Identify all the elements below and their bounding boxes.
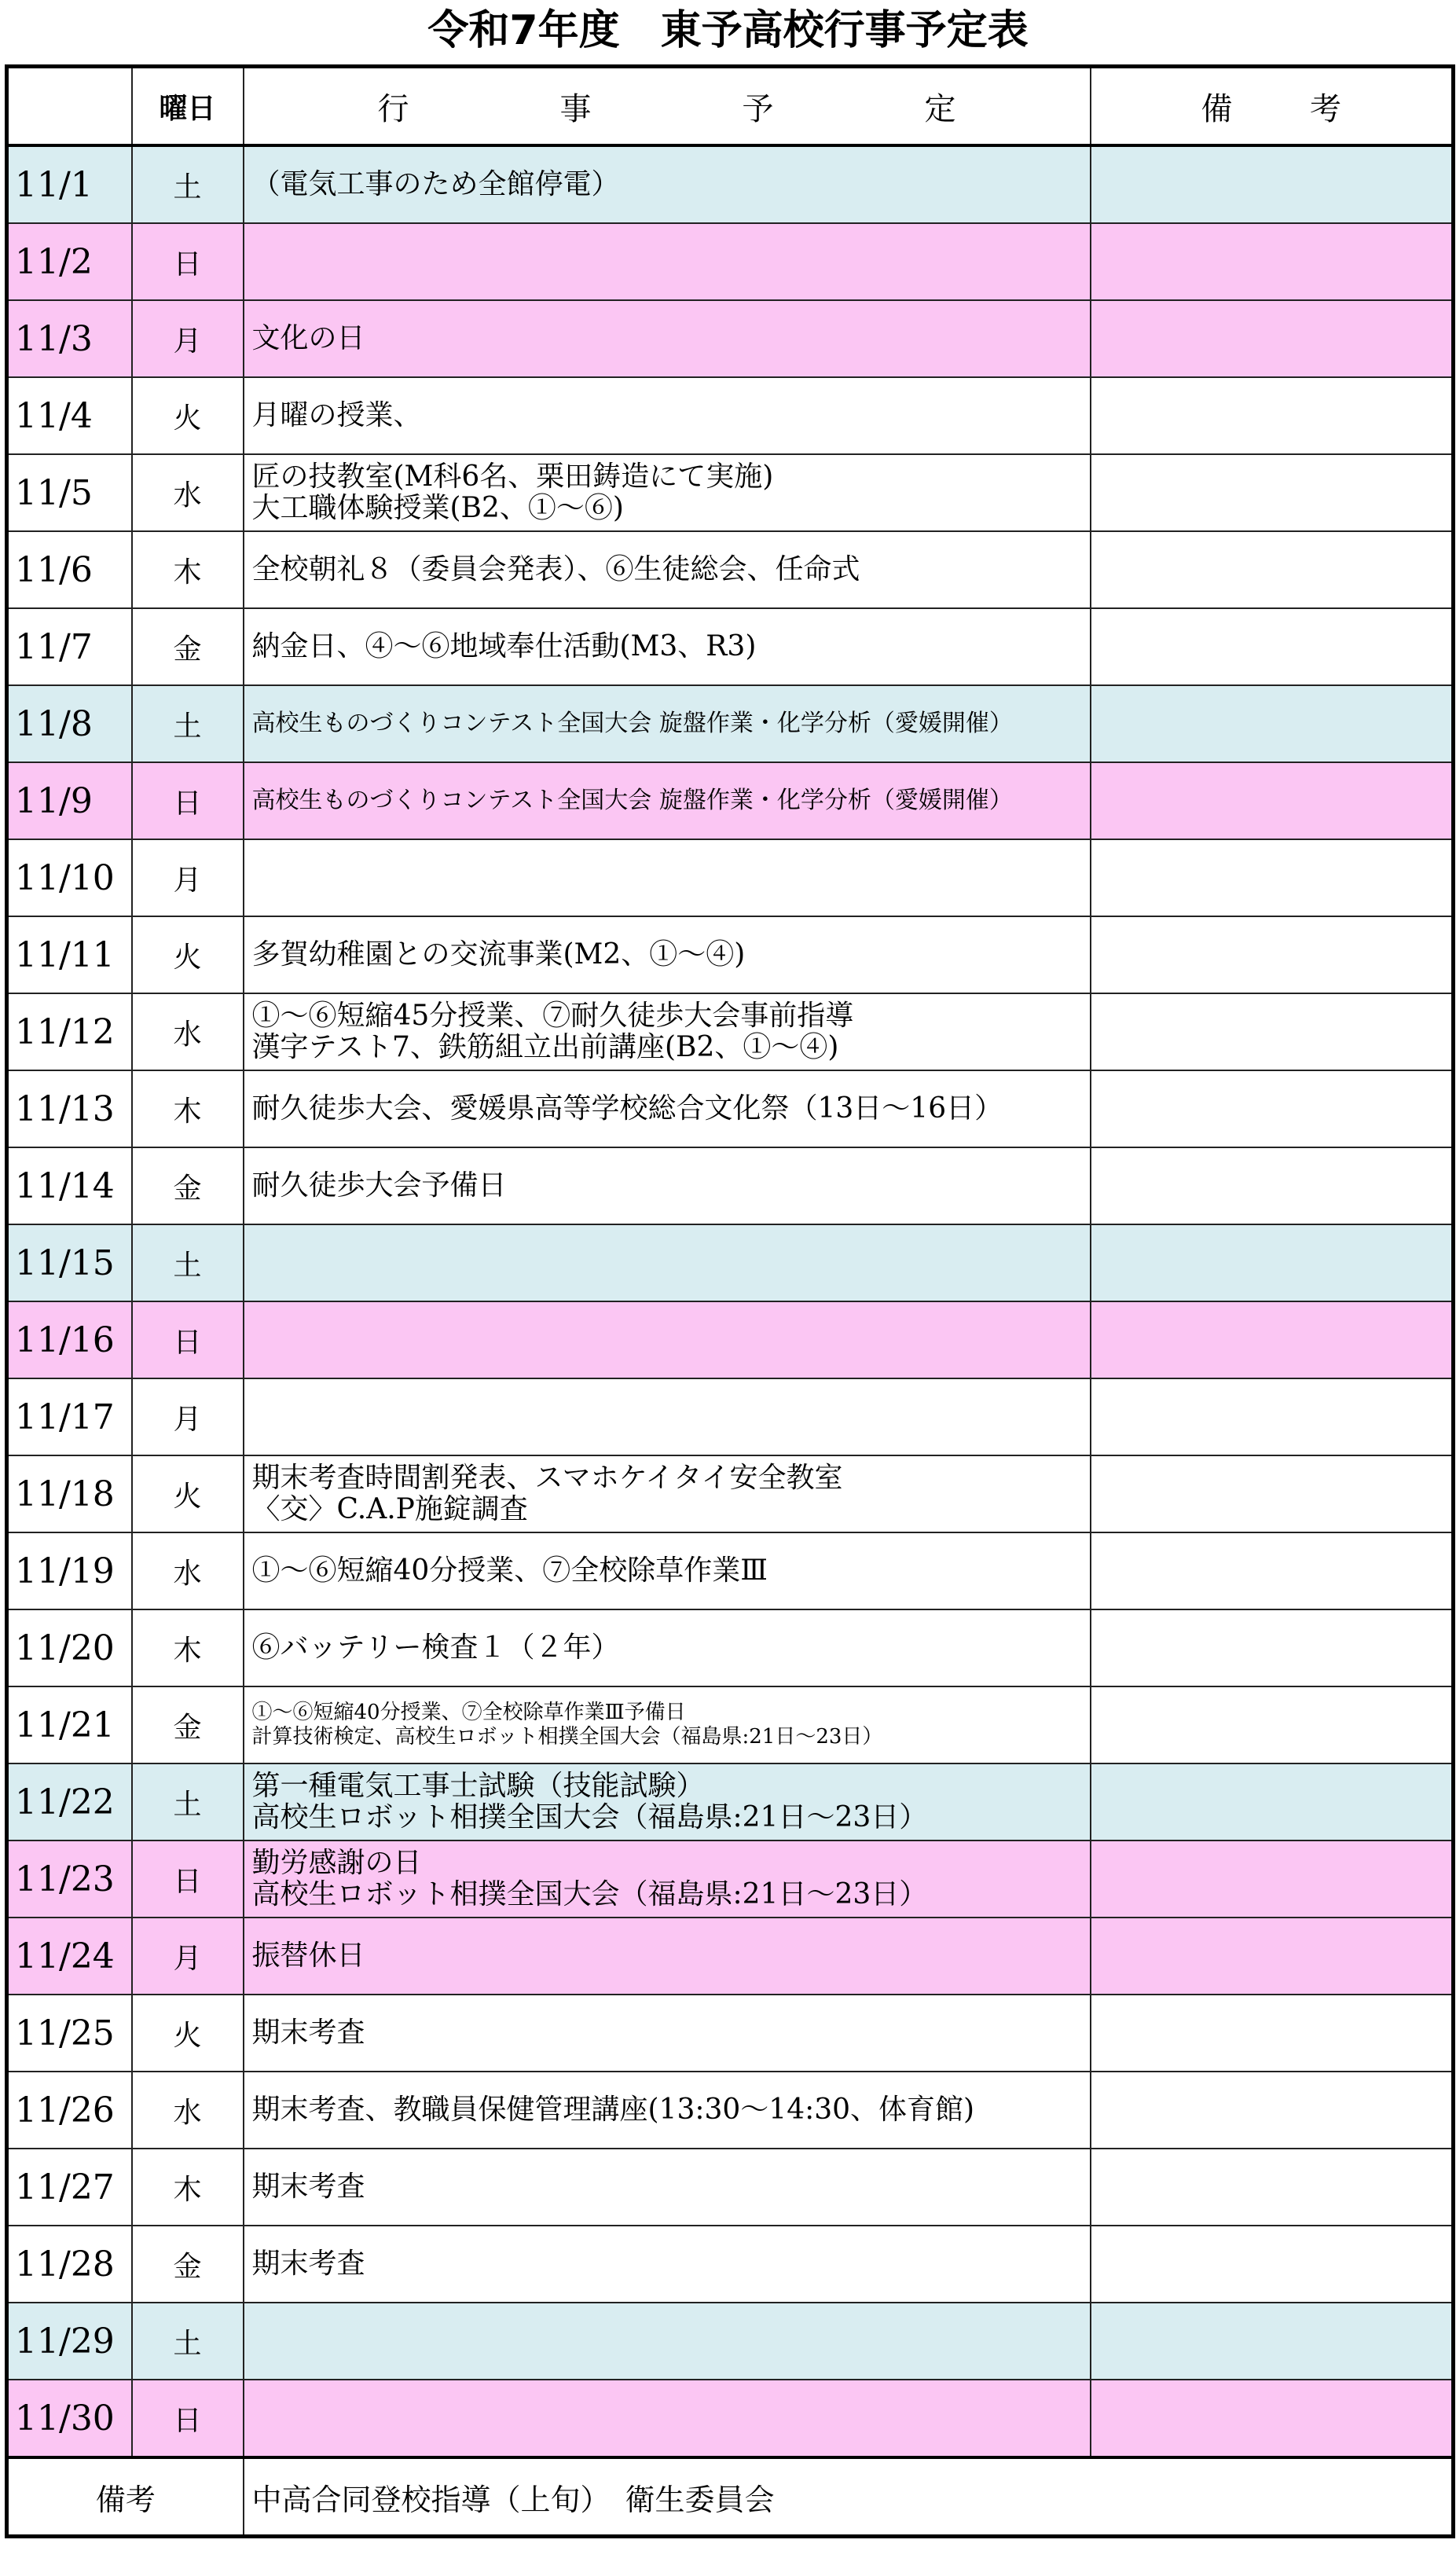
event-cell <box>244 2149 1091 2226</box>
weekday-cell: 日 <box>132 762 244 839</box>
weekday-cell: 金 <box>132 1686 244 1763</box>
page-title: 令和7年度 東予高校行事予定表 <box>427 7 1029 54</box>
weekday-cell: 火 <box>132 1455 244 1532</box>
header-note <box>1091 67 1454 146</box>
event-line: 勤労感謝の日 <box>251 1847 422 1879</box>
event-cell <box>244 454 1091 531</box>
event-cell <box>244 608 1091 685</box>
event-line: ⑥バッテリー検査１（２年） <box>251 1631 620 1664</box>
schedule-row <box>7 1147 1454 1224</box>
note-cell <box>1091 1147 1454 1224</box>
date-cell: 11/6 <box>7 531 132 608</box>
schedule-row <box>7 1918 1454 1995</box>
event-line: 振替休日 <box>251 1940 365 1972</box>
event-cell <box>244 1995 1091 2072</box>
weekday-cell: 火 <box>132 1995 244 2072</box>
event-line: 漢字テスト7、鉄筋組立出前講座(B2、①～④) <box>251 1031 839 1063</box>
event-cell <box>244 1918 1091 1995</box>
date-cell: 11/18 <box>7 1455 132 1532</box>
event-cell <box>244 1455 1091 1532</box>
event-cell <box>244 2072 1091 2149</box>
date-cell: 11/30 <box>7 2380 132 2457</box>
date-cell: 11/9 <box>7 762 132 839</box>
event-line: 大工職体験授業(B2、①～⑥) <box>251 492 624 524</box>
schedule-row <box>7 531 1454 608</box>
event-line: 〈交〉C.A.P施錠調査 <box>251 1493 528 1525</box>
weekday-cell: 木 <box>132 2149 244 2226</box>
schedule-table <box>5 64 1455 2538</box>
header-note-char: 備 <box>1201 90 1233 127</box>
date-cell: 11/2 <box>7 223 132 300</box>
event-cell <box>244 2380 1091 2457</box>
note-cell <box>1091 685 1454 762</box>
event-line: 高校生ものづくりコンテスト全国大会 旋盤作業・化学分析（愛媛開催） <box>251 787 1013 814</box>
event-cell <box>244 2303 1091 2380</box>
note-cell <box>1091 223 1454 300</box>
header-event-char: 事 <box>559 90 592 127</box>
date-cell: 11/5 <box>7 454 132 531</box>
note-cell <box>1091 762 1454 839</box>
event-line: 高校生ものづくりコンテスト全国大会 旋盤作業・化学分析（愛媛開催） <box>251 710 1013 737</box>
weekday-cell: 木 <box>132 531 244 608</box>
schedule-row <box>7 1070 1454 1147</box>
date-cell: 11/13 <box>7 1070 132 1147</box>
schedule-row <box>7 1686 1454 1763</box>
weekday-cell: 火 <box>132 377 244 454</box>
event-line: （電気工事のため全館停電） <box>251 168 620 200</box>
note-cell <box>1091 145 1454 223</box>
note-cell <box>1091 2072 1454 2149</box>
event-cell <box>244 1224 1091 1301</box>
date-cell: 11/7 <box>7 608 132 685</box>
note-cell <box>1091 1070 1454 1147</box>
event-line: 文化の日 <box>251 322 365 354</box>
header-event-char: 定 <box>924 90 956 127</box>
date-cell: 11/3 <box>7 300 132 377</box>
date-cell: 11/25 <box>7 1995 132 2072</box>
schedule-row <box>7 2072 1454 2149</box>
event-line: 全校朝礼８（委員会発表）、⑥生徒総会、任命式 <box>251 553 860 585</box>
header-dow: 曜日 <box>132 67 244 146</box>
weekday-cell: 月 <box>132 839 244 916</box>
event-line: 計算技術検定、高校生ロボット相撲全国大会（福島県:21日～23日） <box>251 1725 883 1749</box>
event-line: ①～⑥短縮45分授業、⑦耐久徒歩大会事前指導 <box>251 1000 854 1032</box>
event-line: 高校生ロボット相撲全国大会（福島県:21日～23日） <box>251 1878 928 1910</box>
event-line: ①～⑥短縮40分授業、⑦全校除草作業Ⅲ <box>251 1554 768 1587</box>
header-event <box>244 67 1091 146</box>
event-line: 耐久徒歩大会、愛媛県高等学校総合文化祭（13日～16日） <box>251 1092 1003 1125</box>
weekday-cell: 土 <box>132 685 244 762</box>
date-cell: 11/10 <box>7 839 132 916</box>
schedule-row <box>7 145 1454 223</box>
schedule-row <box>7 300 1454 377</box>
note-cell <box>1091 993 1454 1070</box>
date-cell: 11/17 <box>7 1378 132 1455</box>
schedule-row <box>7 377 1454 454</box>
weekday-cell: 土 <box>132 2303 244 2380</box>
event-cell <box>244 1147 1091 1224</box>
note-cell <box>1091 839 1454 916</box>
event-line: 耐久徒歩大会予備日 <box>251 1169 507 1202</box>
event-cell <box>244 223 1091 300</box>
note-cell <box>1091 1918 1454 1995</box>
note-cell <box>1091 2226 1454 2303</box>
event-cell <box>244 1301 1091 1378</box>
schedule-row <box>7 2380 1454 2457</box>
event-cell <box>244 1378 1091 1455</box>
weekday-cell: 日 <box>132 1841 244 1918</box>
weekday-cell: 土 <box>132 145 244 223</box>
schedule-row <box>7 1532 1454 1609</box>
schedule-row <box>7 839 1454 916</box>
weekday-cell: 月 <box>132 300 244 377</box>
note-cell <box>1091 1686 1454 1763</box>
schedule-row <box>7 1609 1454 1686</box>
date-cell: 11/19 <box>7 1532 132 1609</box>
note-cell <box>1091 608 1454 685</box>
date-cell: 11/28 <box>7 2226 132 2303</box>
event-cell <box>244 993 1091 1070</box>
weekday-cell: 木 <box>132 1609 244 1686</box>
weekday-cell: 金 <box>132 608 244 685</box>
schedule-row <box>7 1224 1454 1301</box>
date-cell: 11/16 <box>7 1301 132 1378</box>
event-line: 多賀幼稚園との交流事業(M2、①～④) <box>251 938 746 971</box>
weekday-cell: 金 <box>132 2226 244 2303</box>
note-cell <box>1091 1995 1454 2072</box>
note-cell <box>1091 454 1454 531</box>
date-cell: 11/29 <box>7 2303 132 2380</box>
schedule-row <box>7 1995 1454 2072</box>
weekday-cell: 日 <box>132 1301 244 1378</box>
schedule-row <box>7 2303 1454 2380</box>
footer-row <box>7 2457 1454 2537</box>
note-cell <box>1091 2303 1454 2380</box>
event-line: 期末考査 <box>251 2248 365 2280</box>
event-line: 匠の技教室(M科6名、栗田鋳造にて実施) <box>251 461 774 493</box>
footer-label: 備考 <box>7 2457 244 2537</box>
event-cell <box>244 1609 1091 1686</box>
header-row <box>7 67 1454 146</box>
event-line: 納金日、④～⑥地域奉仕活動(M3、R3) <box>251 630 757 662</box>
date-cell: 11/15 <box>7 1224 132 1301</box>
date-cell: 11/20 <box>7 1609 132 1686</box>
schedule-row <box>7 1301 1454 1378</box>
date-cell: 11/11 <box>7 916 132 993</box>
schedule-row <box>7 1378 1454 1455</box>
event-cell <box>244 1532 1091 1609</box>
event-line: 期末考査時間割発表、スマホケイタイ安全教室 <box>251 1462 843 1494</box>
schedule-row <box>7 1455 1454 1532</box>
schedule-row <box>7 223 1454 300</box>
event-line: 期末考査 <box>251 2017 365 2049</box>
event-cell <box>244 1841 1091 1918</box>
schedule-row <box>7 454 1454 531</box>
note-cell <box>1091 300 1454 377</box>
event-cell <box>244 839 1091 916</box>
schedule-row <box>7 1841 1454 1918</box>
note-cell <box>1091 1763 1454 1841</box>
event-cell <box>244 1763 1091 1841</box>
date-cell: 11/8 <box>7 685 132 762</box>
weekday-cell: 月 <box>132 1378 244 1455</box>
note-cell <box>1091 1841 1454 1918</box>
weekday-cell: 水 <box>132 2072 244 2149</box>
schedule-row <box>7 916 1454 993</box>
event-line: 高校生ロボット相撲全国大会（福島県:21日～23日） <box>251 1801 928 1833</box>
note-cell <box>1091 1378 1454 1455</box>
note-cell <box>1091 1455 1454 1532</box>
weekday-cell: 月 <box>132 1918 244 1995</box>
note-cell <box>1091 916 1454 993</box>
header-event-char: 予 <box>742 90 774 127</box>
event-cell <box>244 300 1091 377</box>
schedule-row <box>7 1763 1454 1841</box>
note-cell <box>1091 1532 1454 1609</box>
note-cell <box>1091 531 1454 608</box>
header-date-cell <box>7 67 132 146</box>
event-cell <box>244 2226 1091 2303</box>
date-cell: 11/12 <box>7 993 132 1070</box>
note-cell <box>1091 1301 1454 1378</box>
weekday-cell: 水 <box>132 1532 244 1609</box>
schedule-row <box>7 993 1454 1070</box>
event-line: 月曜の授業、 <box>251 399 422 431</box>
schedule-row <box>7 762 1454 839</box>
schedule-row <box>7 2149 1454 2226</box>
date-cell: 11/4 <box>7 377 132 454</box>
note-cell <box>1091 377 1454 454</box>
event-cell <box>244 685 1091 762</box>
date-cell: 11/23 <box>7 1841 132 1918</box>
event-line: 第一種電気工事士試験（技能試験） <box>251 1770 705 1802</box>
event-cell <box>244 762 1091 839</box>
date-cell: 11/24 <box>7 1918 132 1995</box>
note-cell <box>1091 1224 1454 1301</box>
date-cell: 11/26 <box>7 2072 132 2149</box>
event-cell <box>244 1070 1091 1147</box>
schedule-row <box>7 608 1454 685</box>
weekday-cell: 木 <box>132 1070 244 1147</box>
note-cell <box>1091 2380 1454 2457</box>
event-cell <box>244 531 1091 608</box>
header-note-char: 考 <box>1310 90 1341 127</box>
event-cell <box>244 377 1091 454</box>
event-line: 期末考査、教職員保健管理講座(13:30～14:30、体育館) <box>251 2094 975 2126</box>
event-cell <box>244 145 1091 223</box>
date-cell: 11/14 <box>7 1147 132 1224</box>
date-cell: 11/22 <box>7 1763 132 1841</box>
event-cell <box>244 916 1091 993</box>
schedule-row <box>7 685 1454 762</box>
date-cell: 11/27 <box>7 2149 132 2226</box>
weekday-cell: 金 <box>132 1147 244 1224</box>
weekday-cell: 水 <box>132 454 244 531</box>
footer-text: 中高合同登校指導（上旬） 衛生委員会 <box>244 2457 1454 2537</box>
weekday-cell: 日 <box>132 223 244 300</box>
weekday-cell: 火 <box>132 916 244 993</box>
weekday-cell: 土 <box>132 1224 244 1301</box>
date-cell: 11/1 <box>7 145 132 223</box>
event-line: ①～⑥短縮40分授業、⑦全校除草作業Ⅲ予備日 <box>251 1701 686 1724</box>
note-cell <box>1091 2149 1454 2226</box>
event-line: 期末考査 <box>251 2171 365 2203</box>
event-cell <box>244 1686 1091 1763</box>
weekday-cell: 土 <box>132 1763 244 1841</box>
header-event-char: 行 <box>377 90 409 127</box>
date-cell: 11/21 <box>7 1686 132 1763</box>
note-cell <box>1091 1609 1454 1686</box>
weekday-cell: 日 <box>132 2380 244 2457</box>
schedule-row <box>7 2226 1454 2303</box>
weekday-cell: 水 <box>132 993 244 1070</box>
